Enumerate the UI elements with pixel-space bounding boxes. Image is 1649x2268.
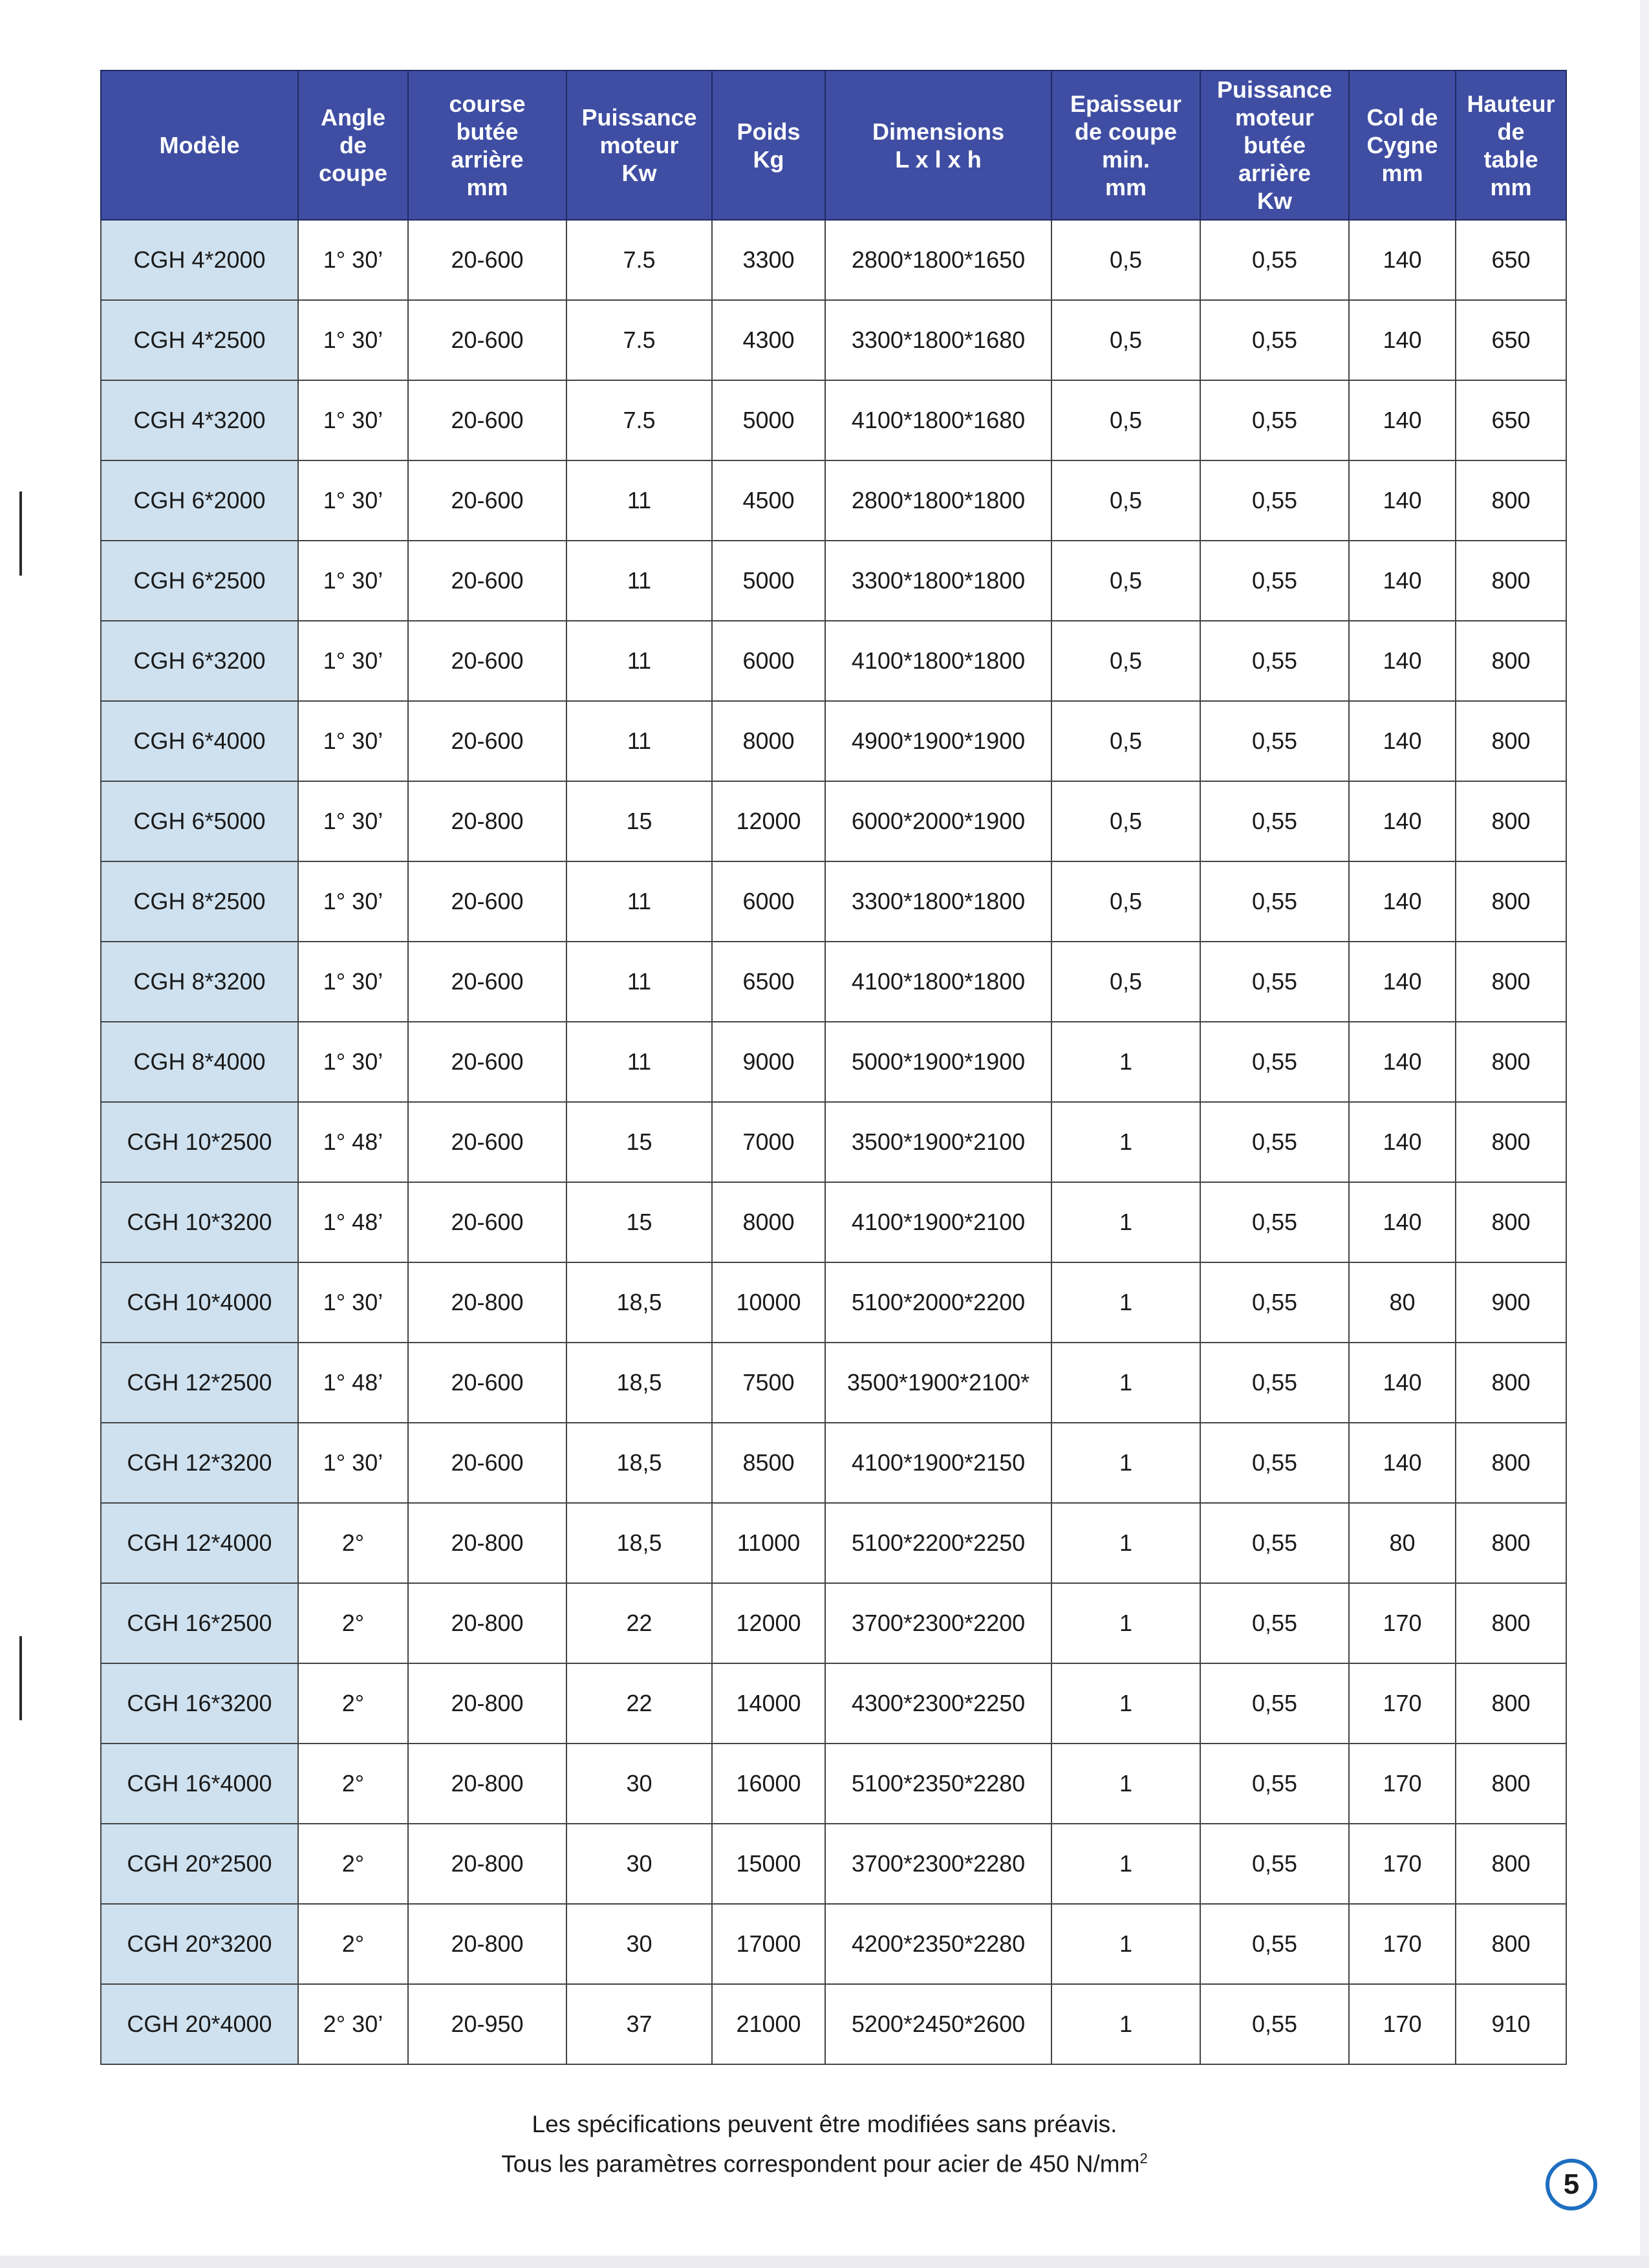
- cell-throat-depth: 170: [1349, 1583, 1456, 1663]
- cell-table-height: 800: [1456, 942, 1566, 1022]
- cell-backgauge-travel: 20-600: [408, 1343, 566, 1423]
- cell-backgauge-motor-power: 0,55: [1200, 220, 1349, 300]
- cell-throat-depth: 80: [1349, 1503, 1456, 1583]
- cell-model: CGH 8*4000: [101, 1022, 298, 1102]
- cell-motor-power: 37: [566, 1984, 712, 2064]
- cell-cut-angle: 1° 30’: [298, 460, 408, 541]
- cell-throat-depth: 140: [1349, 1423, 1456, 1503]
- cell-dimensions: 4100*1900*2100: [825, 1182, 1051, 1262]
- cell-throat-depth: 140: [1349, 541, 1456, 621]
- cell-throat-depth: 170: [1349, 1663, 1456, 1744]
- cell-model: CGH 16*3200: [101, 1663, 298, 1744]
- cell-cut-angle: 1° 48’: [298, 1182, 408, 1262]
- page-edge-bottom: [0, 2256, 1649, 2268]
- cell-motor-power: 7.5: [566, 380, 712, 460]
- cell-min-cut-thickness: 1: [1051, 1343, 1200, 1423]
- table-row: [101, 380, 1566, 460]
- cell-table-height: 800: [1456, 1182, 1566, 1262]
- cell-backgauge-travel: 20-800: [408, 1824, 566, 1904]
- cell-model: CGH 12*3200: [101, 1423, 298, 1503]
- cell-cut-angle: 2° 30’: [298, 1984, 408, 2064]
- cell-backgauge-travel: 20-600: [408, 1022, 566, 1102]
- cell-throat-depth: 140: [1349, 1343, 1456, 1423]
- cell-throat-depth: 140: [1349, 380, 1456, 460]
- table-row: [101, 541, 1566, 621]
- cell-throat-depth: 140: [1349, 1102, 1456, 1182]
- table-row: [101, 1583, 1566, 1663]
- cell-backgauge-motor-power: 0,55: [1200, 1744, 1349, 1824]
- cell-dimensions: 5100*2350*2280: [825, 1744, 1051, 1824]
- cell-weight: 5000: [712, 380, 825, 460]
- cell-weight: 17000: [712, 1904, 825, 1984]
- cell-motor-power: 15: [566, 1182, 712, 1262]
- table-row: [101, 1262, 1566, 1343]
- cell-backgauge-travel: 20-600: [408, 621, 566, 701]
- cell-table-height: 800: [1456, 1583, 1566, 1663]
- cell-motor-power: 15: [566, 781, 712, 861]
- cell-motor-power: 18,5: [566, 1503, 712, 1583]
- cell-table-height: 910: [1456, 1984, 1566, 2064]
- cell-throat-depth: 140: [1349, 1022, 1456, 1102]
- cell-weight: 4500: [712, 460, 825, 541]
- cell-backgauge-motor-power: 0,55: [1200, 1022, 1349, 1102]
- cell-model: CGH 6*3200: [101, 621, 298, 701]
- cell-dimensions: 3300*1800*1800: [825, 861, 1051, 942]
- table-row: [101, 460, 1566, 541]
- cell-dimensions: 4100*1800*1680: [825, 380, 1051, 460]
- cell-min-cut-thickness: 1: [1051, 1503, 1200, 1583]
- table-row: [101, 1102, 1566, 1182]
- footer-note-line2: [0, 2141, 1649, 2181]
- cell-model: CGH 4*3200: [101, 380, 298, 460]
- cell-backgauge-motor-power: 0,55: [1200, 701, 1349, 781]
- cell-backgauge-motor-power: 0,55: [1200, 1984, 1349, 2064]
- cell-cut-angle: 2°: [298, 1663, 408, 1744]
- cell-dimensions: 3300*1800*1800: [825, 541, 1051, 621]
- cell-backgauge-motor-power: 0,55: [1200, 861, 1349, 942]
- cell-min-cut-thickness: 1: [1051, 1663, 1200, 1744]
- cell-weight: 5000: [712, 541, 825, 621]
- cell-table-height: 650: [1456, 220, 1566, 300]
- cell-weight: 8000: [712, 701, 825, 781]
- cell-backgauge-travel: 20-800: [408, 781, 566, 861]
- cell-backgauge-travel: 20-600: [408, 1102, 566, 1182]
- spec-table: [100, 70, 1567, 2065]
- cell-backgauge-travel: 20-600: [408, 220, 566, 300]
- cell-dimensions: 4100*1800*1800: [825, 942, 1051, 1022]
- cell-cut-angle: 1° 30’: [298, 1423, 408, 1503]
- cell-dimensions: 4100*1900*2150: [825, 1423, 1051, 1503]
- cell-throat-depth: 170: [1349, 1904, 1456, 1984]
- cell-min-cut-thickness: 1: [1051, 1583, 1200, 1663]
- cell-cut-angle: 1° 30’: [298, 1022, 408, 1102]
- cell-throat-depth: 80: [1349, 1262, 1456, 1343]
- cell-cut-angle: 1° 30’: [298, 220, 408, 300]
- cell-weight: 8000: [712, 1182, 825, 1262]
- binding-mark-top: [19, 491, 22, 576]
- cell-motor-power: 11: [566, 1022, 712, 1102]
- cell-table-height: 800: [1456, 1503, 1566, 1583]
- cell-weight: 6000: [712, 861, 825, 942]
- cell-backgauge-travel: 20-600: [408, 1423, 566, 1503]
- cell-cut-angle: 2°: [298, 1583, 408, 1663]
- cell-weight: 9000: [712, 1022, 825, 1102]
- cell-motor-power: 11: [566, 701, 712, 781]
- cell-min-cut-thickness: 0,5: [1051, 380, 1200, 460]
- cell-motor-power: 7.5: [566, 220, 712, 300]
- table-row: [101, 701, 1566, 781]
- cell-motor-power: 22: [566, 1663, 712, 1744]
- cell-dimensions: 3500*1900*2100*: [825, 1343, 1051, 1423]
- cell-table-height: 800: [1456, 541, 1566, 621]
- cell-throat-depth: 140: [1349, 220, 1456, 300]
- cell-throat-depth: 140: [1349, 861, 1456, 942]
- cell-dimensions: 2800*1800*1800: [825, 460, 1051, 541]
- cell-table-height: 800: [1456, 1904, 1566, 1984]
- table-row: [101, 1343, 1566, 1423]
- cell-cut-angle: 1° 30’: [298, 541, 408, 621]
- cell-min-cut-thickness: 0,5: [1051, 220, 1200, 300]
- cell-backgauge-travel: 20-800: [408, 1503, 566, 1583]
- header-backgauge-travel: course butée arrière mm: [408, 70, 566, 220]
- cell-table-height: 900: [1456, 1262, 1566, 1343]
- cell-cut-angle: 1° 48’: [298, 1343, 408, 1423]
- header-motor-power: Puissance moteur Kw: [566, 70, 712, 220]
- cell-table-height: 800: [1456, 1824, 1566, 1904]
- cell-table-height: 800: [1456, 861, 1566, 942]
- cell-min-cut-thickness: 0,5: [1051, 861, 1200, 942]
- cell-min-cut-thickness: 1: [1051, 1102, 1200, 1182]
- header-backgauge-motor-power: Puissance moteur butée arrière Kw: [1200, 70, 1349, 220]
- cell-backgauge-travel: 20-600: [408, 701, 566, 781]
- cell-table-height: 800: [1456, 781, 1566, 861]
- cell-table-height: 800: [1456, 1343, 1566, 1423]
- cell-cut-angle: 1° 30’: [298, 621, 408, 701]
- table-row: [101, 300, 1566, 380]
- cell-motor-power: 11: [566, 621, 712, 701]
- cell-model: CGH 12*4000: [101, 1503, 298, 1583]
- cell-backgauge-motor-power: 0,55: [1200, 1343, 1349, 1423]
- cell-model: CGH 4*2000: [101, 220, 298, 300]
- cell-model: CGH 6*2000: [101, 460, 298, 541]
- cell-min-cut-thickness: 1: [1051, 1984, 1200, 2064]
- cell-backgauge-travel: 20-950: [408, 1984, 566, 2064]
- cell-min-cut-thickness: 0,5: [1051, 621, 1200, 701]
- table-row: [101, 781, 1566, 861]
- cell-backgauge-travel: 20-600: [408, 460, 566, 541]
- cell-backgauge-motor-power: 0,55: [1200, 460, 1349, 541]
- binding-mark-bottom: [19, 1636, 22, 1720]
- cell-dimensions: 5100*2200*2250: [825, 1503, 1051, 1583]
- cell-cut-angle: 1° 30’: [298, 781, 408, 861]
- cell-throat-depth: 170: [1349, 1984, 1456, 2064]
- cell-weight: 3300: [712, 220, 825, 300]
- cell-backgauge-travel: 20-800: [408, 1583, 566, 1663]
- cell-weight: 16000: [712, 1744, 825, 1824]
- cell-dimensions: 5200*2450*2600: [825, 1984, 1051, 2064]
- cell-motor-power: 22: [566, 1583, 712, 1663]
- cell-weight: 6000: [712, 621, 825, 701]
- cell-motor-power: 18,5: [566, 1262, 712, 1343]
- cell-motor-power: 30: [566, 1824, 712, 1904]
- cell-throat-depth: 140: [1349, 781, 1456, 861]
- cell-model: CGH 12*2500: [101, 1343, 298, 1423]
- cell-min-cut-thickness: 1: [1051, 1824, 1200, 1904]
- cell-dimensions: 6000*2000*1900: [825, 781, 1051, 861]
- cell-dimensions: 2800*1800*1650: [825, 220, 1051, 300]
- cell-cut-angle: 1° 30’: [298, 861, 408, 942]
- cell-min-cut-thickness: 0,5: [1051, 701, 1200, 781]
- cell-cut-angle: 1° 30’: [298, 942, 408, 1022]
- header-throat-depth: Col de Cygne mm: [1349, 70, 1456, 220]
- cell-min-cut-thickness: 1: [1051, 1262, 1200, 1343]
- header-table-height: Hauteur de table mm: [1456, 70, 1566, 220]
- cell-model: CGH 6*2500: [101, 541, 298, 621]
- cell-backgauge-travel: 20-800: [408, 1262, 566, 1343]
- cell-motor-power: 11: [566, 460, 712, 541]
- table-row: [101, 861, 1566, 942]
- header-cut-angle: Angle de coupe: [298, 70, 408, 220]
- cell-model: CGH 6*5000: [101, 781, 298, 861]
- table-row: [101, 942, 1566, 1022]
- cell-table-height: 800: [1456, 621, 1566, 701]
- cell-cut-angle: 2°: [298, 1904, 408, 1984]
- cell-weight: 12000: [712, 1583, 825, 1663]
- cell-backgauge-motor-power: 0,55: [1200, 1262, 1349, 1343]
- cell-weight: 6500: [712, 942, 825, 1022]
- cell-weight: 15000: [712, 1824, 825, 1904]
- cell-weight: 4300: [712, 300, 825, 380]
- cell-backgauge-motor-power: 0,55: [1200, 1182, 1349, 1262]
- cell-table-height: 800: [1456, 1744, 1566, 1824]
- cell-model: CGH 8*2500: [101, 861, 298, 942]
- cell-weight: 7000: [712, 1102, 825, 1182]
- cell-model: CGH 4*2500: [101, 300, 298, 380]
- cell-throat-depth: 140: [1349, 460, 1456, 541]
- cell-backgauge-motor-power: 0,55: [1200, 942, 1349, 1022]
- table-row: [101, 1744, 1566, 1824]
- table-row: [101, 1423, 1566, 1503]
- cell-cut-angle: 1° 30’: [298, 1262, 408, 1343]
- cell-dimensions: 5100*2000*2200: [825, 1262, 1051, 1343]
- cell-backgauge-motor-power: 0,55: [1200, 1423, 1349, 1503]
- cell-dimensions: 3500*1900*2100: [825, 1102, 1051, 1182]
- cell-backgauge-travel: 20-600: [408, 1182, 566, 1262]
- cell-motor-power: 15: [566, 1102, 712, 1182]
- page-number: 5: [1563, 2168, 1580, 2200]
- cell-weight: 14000: [712, 1663, 825, 1744]
- cell-cut-angle: 1° 30’: [298, 300, 408, 380]
- table-row: [101, 1182, 1566, 1262]
- table-row: [101, 621, 1566, 701]
- cell-backgauge-travel: 20-600: [408, 541, 566, 621]
- cell-dimensions: 3700*2300*2200: [825, 1583, 1051, 1663]
- cell-backgauge-motor-power: 0,55: [1200, 1583, 1349, 1663]
- cell-table-height: 800: [1456, 1102, 1566, 1182]
- cell-cut-angle: 2°: [298, 1744, 408, 1824]
- cell-dimensions: 5000*1900*1900: [825, 1022, 1051, 1102]
- cell-weight: 7500: [712, 1343, 825, 1423]
- cell-table-height: 800: [1456, 1022, 1566, 1102]
- cell-weight: 21000: [712, 1984, 825, 2064]
- cell-table-height: 650: [1456, 300, 1566, 380]
- page-edge-right: [1640, 0, 1649, 2268]
- cell-min-cut-thickness: 1: [1051, 1423, 1200, 1503]
- table-row: [101, 1663, 1566, 1744]
- header-weight: Poids Kg: [712, 70, 825, 220]
- cell-backgauge-travel: 20-800: [408, 1904, 566, 1984]
- footer-note-superscript: 2: [1139, 2150, 1148, 2166]
- cell-dimensions: 4200*2350*2280: [825, 1904, 1051, 1984]
- table-row: [101, 1824, 1566, 1904]
- cell-throat-depth: 140: [1349, 1182, 1456, 1262]
- cell-throat-depth: 140: [1349, 621, 1456, 701]
- cell-min-cut-thickness: 0,5: [1051, 541, 1200, 621]
- cell-model: CGH 20*4000: [101, 1984, 298, 2064]
- cell-backgauge-motor-power: 0,55: [1200, 1102, 1349, 1182]
- cell-min-cut-thickness: 0,5: [1051, 460, 1200, 541]
- cell-model: CGH 6*4000: [101, 701, 298, 781]
- cell-backgauge-motor-power: 0,55: [1200, 1503, 1349, 1583]
- cell-throat-depth: 170: [1349, 1824, 1456, 1904]
- table-row: [101, 1984, 1566, 2064]
- cell-min-cut-thickness: 1: [1051, 1744, 1200, 1824]
- cell-throat-depth: 140: [1349, 300, 1456, 380]
- cell-model: CGH 16*2500: [101, 1583, 298, 1663]
- cell-weight: 8500: [712, 1423, 825, 1503]
- cell-motor-power: 18,5: [566, 1423, 712, 1503]
- cell-motor-power: 11: [566, 861, 712, 942]
- cell-min-cut-thickness: 0,5: [1051, 300, 1200, 380]
- header-row: [101, 70, 1566, 220]
- footer-note: [0, 2107, 1649, 2181]
- cell-backgauge-motor-power: 0,55: [1200, 541, 1349, 621]
- cell-table-height: 800: [1456, 1663, 1566, 1744]
- footer-note-line1: Les spécifications peuvent être modifiées sans préavis.: [532, 2111, 1117, 2137]
- table-row: [101, 1022, 1566, 1102]
- header-min-cut-thickness: Epaisseur de coupe min. mm: [1051, 70, 1200, 220]
- table-row: [101, 220, 1566, 300]
- cell-motor-power: 11: [566, 942, 712, 1022]
- cell-backgauge-travel: 20-600: [408, 861, 566, 942]
- cell-min-cut-thickness: 1: [1051, 1022, 1200, 1102]
- cell-backgauge-travel: 20-800: [408, 1744, 566, 1824]
- cell-dimensions: 3300*1800*1680: [825, 300, 1051, 380]
- cell-backgauge-motor-power: 0,55: [1200, 1904, 1349, 1984]
- cell-table-height: 800: [1456, 701, 1566, 781]
- cell-model: CGH 20*2500: [101, 1824, 298, 1904]
- header-dimensions: Dimensions L x l x h: [825, 70, 1051, 220]
- cell-backgauge-motor-power: 0,55: [1200, 300, 1349, 380]
- cell-model: CGH 10*4000: [101, 1262, 298, 1343]
- table-row: [101, 1904, 1566, 1984]
- cell-weight: 11000: [712, 1503, 825, 1583]
- cell-model: CGH 8*3200: [101, 942, 298, 1022]
- cell-motor-power: 11: [566, 541, 712, 621]
- cell-min-cut-thickness: 0,5: [1051, 781, 1200, 861]
- cell-min-cut-thickness: 1: [1051, 1182, 1200, 1262]
- cell-model: CGH 16*4000: [101, 1744, 298, 1824]
- table-row: [101, 1503, 1566, 1583]
- cell-table-height: 800: [1456, 1423, 1566, 1503]
- cell-dimensions: 3700*2300*2280: [825, 1824, 1051, 1904]
- cell-table-height: 800: [1456, 460, 1566, 541]
- cell-throat-depth: 140: [1349, 942, 1456, 1022]
- header-model: Modèle: [101, 70, 298, 220]
- cell-motor-power: 18,5: [566, 1343, 712, 1423]
- cell-dimensions: 4900*1900*1900: [825, 701, 1051, 781]
- cell-backgauge-motor-power: 0,55: [1200, 781, 1349, 861]
- cell-motor-power: 30: [566, 1904, 712, 1984]
- cell-min-cut-thickness: 0,5: [1051, 942, 1200, 1022]
- cell-weight: 10000: [712, 1262, 825, 1343]
- cell-cut-angle: 1° 30’: [298, 380, 408, 460]
- cell-cut-angle: 2°: [298, 1824, 408, 1904]
- cell-backgauge-motor-power: 0,55: [1200, 1663, 1349, 1744]
- cell-backgauge-motor-power: 0,55: [1200, 380, 1349, 460]
- cell-backgauge-travel: 20-600: [408, 300, 566, 380]
- cell-model: CGH 20*3200: [101, 1904, 298, 1984]
- cell-motor-power: 7.5: [566, 300, 712, 380]
- page-number-badge: [1546, 2159, 1597, 2210]
- cell-weight: 12000: [712, 781, 825, 861]
- cell-throat-depth: 140: [1349, 701, 1456, 781]
- cell-throat-depth: 170: [1349, 1744, 1456, 1824]
- cell-cut-angle: 1° 48’: [298, 1102, 408, 1182]
- cell-backgauge-travel: 20-800: [408, 1663, 566, 1744]
- cell-min-cut-thickness: 1: [1051, 1904, 1200, 1984]
- cell-cut-angle: 2°: [298, 1503, 408, 1583]
- cell-model: CGH 10*2500: [101, 1102, 298, 1182]
- cell-backgauge-travel: 20-600: [408, 942, 566, 1022]
- cell-dimensions: 4300*2300*2250: [825, 1663, 1051, 1744]
- cell-backgauge-travel: 20-600: [408, 380, 566, 460]
- cell-backgauge-motor-power: 0,55: [1200, 621, 1349, 701]
- cell-table-height: 650: [1456, 380, 1566, 460]
- cell-dimensions: 4100*1800*1800: [825, 621, 1051, 701]
- cell-motor-power: 30: [566, 1744, 712, 1824]
- cell-backgauge-motor-power: 0,55: [1200, 1824, 1349, 1904]
- cell-model: CGH 10*3200: [101, 1182, 298, 1262]
- cell-cut-angle: 1° 30’: [298, 701, 408, 781]
- footer-note-line2-text: Tous les paramètres correspondent pour acier de 450 N/mm: [501, 2150, 1140, 2177]
